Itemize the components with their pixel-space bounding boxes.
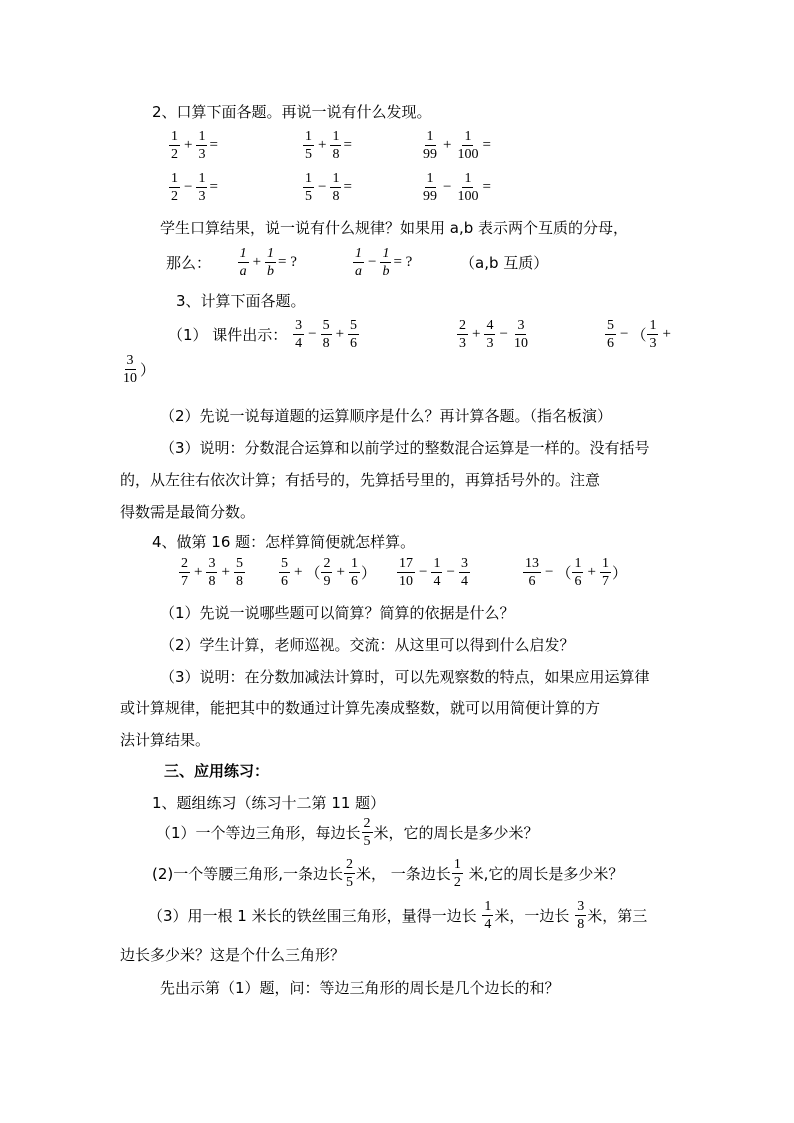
denominator: 100 <box>457 147 479 162</box>
fraction <box>265 245 276 280</box>
denominator: 10 <box>123 371 137 386</box>
section-3-item-3-line1: （3）说明：分数混合运算和以前学过的整数混合运算是一样的。没有括号 <box>160 439 650 457</box>
inline-text: 米， 一条边长 <box>356 865 451 883</box>
fraction <box>293 317 304 352</box>
operator: + <box>194 564 203 580</box>
denominator: 7 <box>181 574 188 589</box>
denominator: 8 <box>208 574 216 589</box>
operator: + <box>252 254 262 270</box>
inline-text: ） <box>360 564 376 582</box>
denominator: 5 <box>363 834 371 849</box>
operator: − <box>620 326 629 342</box>
fraction <box>452 856 463 891</box>
fraction <box>238 245 249 280</box>
denominator: 100 <box>457 189 479 204</box>
denominator: 5 <box>305 189 312 204</box>
fraction <box>330 170 341 205</box>
operator: + <box>184 137 193 153</box>
numerator: 1 <box>350 556 358 571</box>
denominator: 6 <box>350 574 358 589</box>
fraction <box>179 555 190 590</box>
equals-sign: = ? <box>278 254 297 270</box>
fraction <box>421 170 439 205</box>
numerator: 1 <box>355 246 362 261</box>
denominator: 3 <box>459 336 466 351</box>
fraction <box>348 317 359 352</box>
inline-text: （ <box>305 564 321 582</box>
expr-5-6-minus-bracket <box>604 317 674 352</box>
denominator: 5 <box>305 147 312 162</box>
fraction <box>169 128 180 163</box>
expr-5-6-plus-bracket <box>278 555 376 590</box>
denominator: 3 <box>198 189 206 204</box>
fraction <box>169 170 180 205</box>
numerator: 5 <box>322 318 330 333</box>
inline-text: （1）一个等边三角形，每边长 <box>156 824 361 842</box>
inline-text: （ <box>631 326 647 344</box>
denominator: 4 <box>484 917 492 932</box>
inline-text: （1） 课件出示： <box>168 326 288 344</box>
application-sub-1: 1、题组练习（练习十二第 11 题） <box>152 794 386 812</box>
section-3-item-3-line2: 的，从左往右依次计算；有括号的，先算括号里的，再算括号外的。注意 <box>120 471 601 489</box>
denominator: 8 <box>235 574 243 589</box>
operator: − <box>419 564 428 580</box>
fraction <box>349 555 360 590</box>
denominator: 6 <box>528 574 536 589</box>
operator: − <box>499 326 508 342</box>
fraction <box>196 170 207 205</box>
operator: − <box>184 179 193 195</box>
denominator: 4 <box>433 574 441 589</box>
section-4-item-2: （2）学生计算，老师巡视。交流：从这里可以得到什么启发？ <box>160 636 575 654</box>
expr-wrap-3-10 <box>120 352 155 387</box>
denominator: 99 <box>423 147 437 162</box>
rule-formula-minus <box>352 245 412 280</box>
numerator: 3 <box>460 556 468 571</box>
section-3-item-3-line3: 得数需是最简分数。 <box>120 503 256 521</box>
operator: − <box>308 326 317 342</box>
operator: + <box>443 137 452 153</box>
numerator: 5 <box>281 556 288 571</box>
denominator: b <box>267 264 275 279</box>
fraction <box>431 555 442 590</box>
numerator: 1 <box>484 899 492 914</box>
denominator: 10 <box>513 336 528 351</box>
section-3-item-2: （2）先说一说每道题的运算顺序是什么？再计算各题。（指名板演） <box>160 407 613 425</box>
section-4-item-3-line3: 法计算结果。 <box>120 731 211 749</box>
operator: − <box>368 254 377 270</box>
inline-text: （ <box>556 564 572 582</box>
fraction <box>605 317 616 352</box>
fraction <box>196 128 207 163</box>
fraction <box>321 317 332 352</box>
numerator: 1 <box>171 129 178 144</box>
section-2-title: 2、口算下面各题。再说一说有什么发现。 <box>152 103 432 121</box>
question-3 <box>148 898 647 933</box>
numerator: 1 <box>198 129 206 144</box>
numerator: 2 <box>363 816 371 831</box>
numerator: 3 <box>295 318 303 333</box>
denominator: 6 <box>350 336 358 351</box>
operator: + <box>335 326 345 342</box>
denominator: a <box>355 264 362 279</box>
equals-sign: = ? <box>393 254 413 270</box>
numerator: 1 <box>464 171 472 186</box>
question-3-line2: 边长多少米？这是个什么三角形？ <box>120 946 346 964</box>
operator: + <box>472 326 481 342</box>
fraction <box>279 555 290 590</box>
numerator: 1 <box>332 129 340 144</box>
fraction <box>523 555 541 590</box>
fraction <box>600 555 611 590</box>
expr-13-6-minus-bracket <box>522 555 627 590</box>
denominator: 8 <box>322 336 330 351</box>
denominator: 4 <box>295 336 303 351</box>
denominator: 8 <box>332 189 340 204</box>
student-result-line: 学生口算结果，说一说有什么规律？如果用 a,b 表示两个互质的分母， <box>160 219 629 237</box>
fraction <box>457 317 468 352</box>
inline-text: 米,它的周长是多少米？ <box>463 865 624 883</box>
denominator: 2 <box>171 189 178 204</box>
denominator: 7 <box>601 574 609 589</box>
fraction <box>512 317 530 352</box>
equals-sign: = <box>343 137 352 153</box>
expr-1-99-minus-1-100 <box>420 170 491 205</box>
operator: + <box>662 326 671 342</box>
numerator: 1 <box>574 556 582 571</box>
expr-17-10-minus <box>396 555 471 590</box>
last-line: 先出示第（1）题，问：等边三角形的周长是几个边长的和？ <box>160 979 560 997</box>
denominator: 2 <box>453 875 461 890</box>
numerator: 1 <box>198 171 206 186</box>
fraction <box>484 317 495 352</box>
numerator: 1 <box>426 129 434 144</box>
fraction <box>321 555 332 590</box>
numerator: 1 <box>171 171 178 186</box>
denominator: 9 <box>323 574 331 589</box>
operator: − <box>545 564 554 580</box>
expr-1-99-plus-1-100 <box>420 128 491 163</box>
item-1-exprs <box>168 317 360 352</box>
numerator: 1 <box>305 129 312 144</box>
numerator: 1 <box>305 171 312 186</box>
denominator: 99 <box>423 189 437 204</box>
numerator: 2 <box>181 556 188 571</box>
numerator: 1 <box>649 318 657 333</box>
denominator: 3 <box>198 147 206 162</box>
denominator: 10 <box>399 574 413 589</box>
expr-1-2-plus-1-3 <box>168 128 218 163</box>
numerator: 1 <box>433 556 441 571</box>
question-1 <box>156 815 539 850</box>
numerator: 1 <box>601 556 609 571</box>
fraction <box>647 317 658 352</box>
denominator: 3 <box>649 336 657 351</box>
equals-sign: = <box>209 137 218 153</box>
question-2 <box>152 856 623 891</box>
numerator: 1 <box>464 129 472 144</box>
fraction <box>121 352 139 387</box>
expr-1-5-plus-1-8 <box>302 128 352 163</box>
equals-sign: = <box>482 137 491 153</box>
operator: − <box>318 179 327 195</box>
numerator: 3 <box>208 556 216 571</box>
numerator: 2 <box>459 318 466 333</box>
fraction <box>421 128 439 163</box>
numerator: 1 <box>426 171 434 186</box>
inline-text: 米，第三 <box>587 907 648 925</box>
inline-text: （3）用一根 1 米长的铁丝围三角形，量得一边长 <box>148 907 482 925</box>
fraction <box>330 128 341 163</box>
inline-text: 米，它的周长是多少米？ <box>373 824 539 842</box>
equals-sign: = <box>482 179 491 195</box>
expr-2-7-plus-3-8-plus-5-8 <box>178 555 246 590</box>
operator: + <box>587 564 596 580</box>
fraction <box>572 555 583 590</box>
inline-text: 那么： <box>166 254 212 272</box>
section-4-title: 4、做第 16 题：怎样算简便就怎样算。 <box>152 533 416 551</box>
denominator: a <box>239 264 247 279</box>
numerator: 2 <box>346 857 354 872</box>
denominator: 4 <box>460 574 468 589</box>
fraction <box>482 898 493 933</box>
fraction <box>380 245 391 280</box>
denominator: 5 <box>346 875 354 890</box>
denominator: 8 <box>577 917 585 932</box>
fraction <box>344 856 355 891</box>
application-heading: 三、应用练习： <box>164 762 270 780</box>
fraction <box>362 815 373 850</box>
denominator: 6 <box>281 574 288 589</box>
operator: − <box>446 564 455 580</box>
equals-sign: = <box>209 179 218 195</box>
operator: + <box>294 564 303 580</box>
numerator: 1 <box>382 246 390 261</box>
denominator: 6 <box>574 574 582 589</box>
fraction <box>303 170 314 205</box>
fraction <box>455 128 480 163</box>
fraction <box>303 128 314 163</box>
fraction <box>455 170 480 205</box>
fraction <box>353 245 364 280</box>
denominator: b <box>382 264 390 279</box>
operator: − <box>443 179 452 195</box>
rule-formula-line <box>166 245 297 280</box>
section-4-item-3-line1: （3）说明：在分数加减法计算时，可以先观察数的特点，如果应用运算律 <box>160 668 650 686</box>
fraction <box>234 555 245 590</box>
numerator: 4 <box>486 318 494 333</box>
inline-text: 米，一边长 <box>494 907 575 925</box>
numerator: 2 <box>323 556 331 571</box>
section-3-title: 3、计算下面各题。 <box>176 292 306 310</box>
fraction <box>206 555 217 590</box>
fraction <box>575 898 586 933</box>
coprime-note: （a,b 互质） <box>460 254 549 272</box>
denominator: 3 <box>486 336 494 351</box>
expr-1-2-minus-1-3 <box>168 170 218 205</box>
inline-text: ） <box>611 564 627 582</box>
expr-2-3-plus-4-3-minus-3-10 <box>456 317 531 352</box>
numerator: 3 <box>517 318 525 333</box>
operator: + <box>221 564 230 580</box>
expr-1-5-minus-1-8 <box>302 170 352 205</box>
numerator: 1 <box>453 857 461 872</box>
denominator: 8 <box>332 147 340 162</box>
fraction <box>459 555 470 590</box>
numerator: 3 <box>577 899 585 914</box>
operator: + <box>318 137 327 153</box>
section-4-item-3-line2: 或计算规律，能把其中的数通过计算先凑成整数，就可以用简便计算的方 <box>120 699 601 717</box>
section-4-item-1: （1）先说一说哪些题可以简算？简算的依据是什么？ <box>160 604 515 622</box>
operator: + <box>336 564 345 580</box>
numerator: 17 <box>399 556 413 571</box>
denominator: 6 <box>607 336 614 351</box>
numerator: 1 <box>239 246 247 261</box>
inline-text: (2)一个等腰三角形,一条边长 <box>152 865 344 883</box>
fraction <box>397 555 415 590</box>
numerator: 5 <box>235 556 243 571</box>
numerator: 1 <box>267 246 275 261</box>
numerator: 1 <box>332 171 340 186</box>
inline-text: ） <box>140 361 156 379</box>
numerator: 5 <box>607 318 614 333</box>
equals-sign: = <box>343 179 352 195</box>
denominator: 2 <box>171 147 178 162</box>
numerator: 5 <box>350 318 358 333</box>
numerator: 3 <box>126 353 134 368</box>
numerator: 13 <box>525 556 539 571</box>
